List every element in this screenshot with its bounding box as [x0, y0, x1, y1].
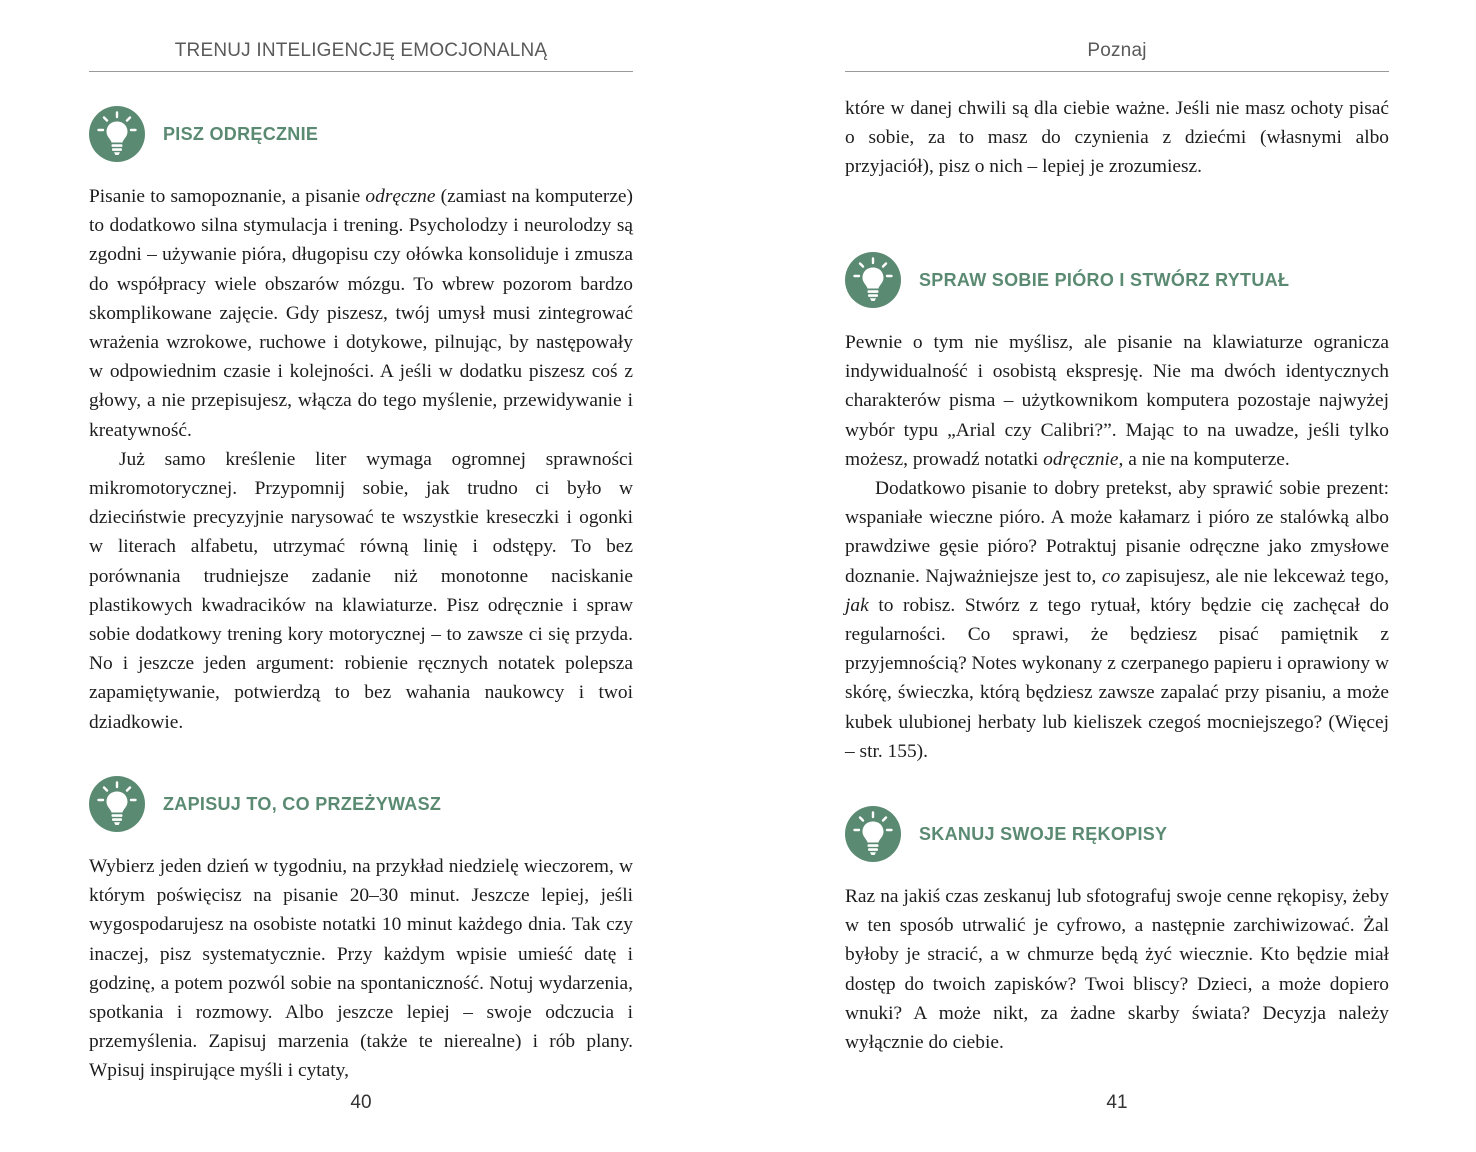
- right-page: [845, 0, 1389, 1152]
- lightbulb-icon: [89, 776, 145, 832]
- text-run: to robisz. Stwórz z tego rytuał, który będzie cię zachęcał do regularności. Co sprawi, że będziesz pisać pamiętnik z przyjemnością? Notes wykonany z czerpanego papieru i oprawiony w skórę, świeczka, którą będziesz zawsze zapalać przy pisaniu, a może kubek ulubionej herbaty lub kieliszek czegoś mocniejszego? (Więcej – str. 155).: [845, 594, 1389, 762]
- left-page: [89, 0, 633, 1152]
- paragraph: Wybierz jeden dzień w tygodniu, na przykład niedzielę wieczorem, w którym poświęcisz na pisanie 20–30 minut. Jeszcze lepiej, jeśli wygospodarujesz na osobiste notatki 10 minut każdego dnia. Tak czy inaczej, pisz systematycznie. Przy każdym wpisie umieść datę i godzinę, a potem pozwól sobie na spontaniczność. Notuj wydarzenia, spotkania i rozmowy. Albo jeszcze lepiej – swoje odczucia i przemyślenia. Zapisuj marzenia (także te nierealne) i rób plany. Wpisuj inspirujące myśli i cytaty,: [89, 856, 633, 1082]
- tip-title: ZAPISUJ TO, CO PRZEŻYWASZ: [163, 793, 442, 814]
- italic-word: odręczne: [365, 186, 436, 207]
- text-run: Pewnie o tym nie myślisz, ale pisanie na klawiaturze ogranicza indywidualność i osobistą ekspresję. Nie ma dwóch identycznych charakterów pisma – użytkownikom komputera pozostaje najwyżej wybór typu „Arial czy Calibri?”. Mając to na uwadze, jeśli tylko możesz, prowadź notatki: [845, 332, 1389, 470]
- tip-spraw-pioro: [845, 252, 1389, 766]
- italic-word: odręcznie: [1043, 448, 1119, 470]
- tip-heading: [845, 252, 1389, 308]
- tip-skanuj: [845, 806, 1389, 1057]
- tip-pisz-odrecznie: [89, 106, 633, 737]
- running-head-left: TRENUJ INTELIGENCJĘ EMOCJONALNĄ: [174, 40, 548, 61]
- tip-zapisuj: [89, 776, 633, 1086]
- italic-word: co: [1101, 565, 1121, 587]
- tip-body: [89, 182, 633, 737]
- header-rule-left: [89, 71, 633, 72]
- text-run: , a nie na komputerze.: [1118, 448, 1290, 470]
- tip-heading: [89, 776, 633, 832]
- tip-body: [845, 328, 1389, 766]
- paragraph: [845, 474, 1389, 766]
- tip-heading: [89, 106, 633, 162]
- italic-word: jak: [845, 594, 869, 616]
- tip-title: SPRAW SOBIE PIÓRO I STWÓRZ RYTUAŁ: [919, 269, 1290, 290]
- continuation-block: [845, 94, 1389, 182]
- running-head-right: Poznaj: [1087, 40, 1147, 61]
- paragraph: Już samo kreślenie liter wymaga ogromnej sprawności mikromotorycznej. Przypomnij sobie, jak trudno ci było w dzieciństwie precyzyjnie narysować te wszystkie kreseczki i ogonki w literach alfabetu, utrzymać równą linię i odstępy. To bez porównania trudniejsze zadanie niż monotonne naciskanie plastikowych kwadracików na klawiaturze. Pisz odręcznie i spraw sobie dodatkowy trening kory motorycznej – to zawsze ci się przyda. No i jeszcze jeden argument: robienie ręcznych notatek polepsza zapamiętywanie, potwierdzą to bez wahania naukowcy i twoi dziadkowie.: [89, 448, 633, 733]
- text-run: zapisujesz, ale nie lekceważ tego,: [1120, 565, 1389, 587]
- text-run: Dodatkowo pisanie to dobry pretekst, aby sprawić sobie prezent: wspaniałe wieczne pióro. A może kałamarz i pióro ze stalówką albo prawdziwe gęsie pióro? Potraktuj pisanie odręczne jako zmysłowe doznanie. Najważniejsze jest to,: [845, 478, 1389, 587]
- tip-title: SKANUJ SWOJE RĘKOPISY: [919, 823, 1168, 844]
- tip-title: PISZ ODRĘCZNIE: [163, 123, 319, 144]
- paragraph: Raz na jakiś czas zeskanuj lub sfotografuj swoje cenne rękopisy, żeby w ten sposób utrwalić je cyfrowo, a następnie zarchiwizować. Żal byłoby je stracić, a w chmurze będą żyć wiecznie. Kto będzie miał dostęp do twoich zapisków? Twoi bliscy? Dzieci, a może dopiero wnuki? A może nikt, za żadne skarby świata? Decyzja należy wyłącznie do ciebie.: [845, 886, 1389, 1054]
- paragraph: które w danej chwili są dla ciebie ważne. Jeśli nie masz ochoty pisać o sobie, za to masz do czynienia z dziećmi (własnymi albo przyjaciół), pisz o nich – lepiej je zrozumiesz.: [845, 98, 1389, 178]
- text-run: Pisanie to samopoznanie, a pisanie: [89, 186, 366, 207]
- paragraph: [845, 328, 1389, 474]
- tip-body: [89, 852, 633, 1086]
- lightbulb-icon: [845, 806, 901, 862]
- tip-body: [845, 882, 1389, 1057]
- text-run: (zamiast na komputerze) to dodatkowo silna stymulacja i trening. Psycholodzy i neurolodzy są zgodni – używanie pióra, długopisu czy ołówka konsoliduje i zmusza do współpracy wiele obszarów mózgu. To wbrew pozorom bardzo skomplikowane zajęcie. Gdy piszesz, twój umysł musi zintegrować wrażenia wzrokowe, ruchowe i dotykowe, pilnując, by następowały w odpowiednim czasie i kolejności. A jeśli w dodatku piszesz coś z głowy, a nie przepisujesz, włącza do tego myślenie, przewidywanie i kreatywność.: [89, 186, 633, 441]
- page-number-left: 40: [350, 1092, 372, 1113]
- page-number-right: 41: [1106, 1092, 1128, 1113]
- tip-heading: [845, 806, 1389, 862]
- paragraph: [89, 182, 633, 445]
- header-rule-right: [845, 71, 1389, 72]
- lightbulb-icon: [89, 106, 145, 162]
- lightbulb-icon: [845, 252, 901, 308]
